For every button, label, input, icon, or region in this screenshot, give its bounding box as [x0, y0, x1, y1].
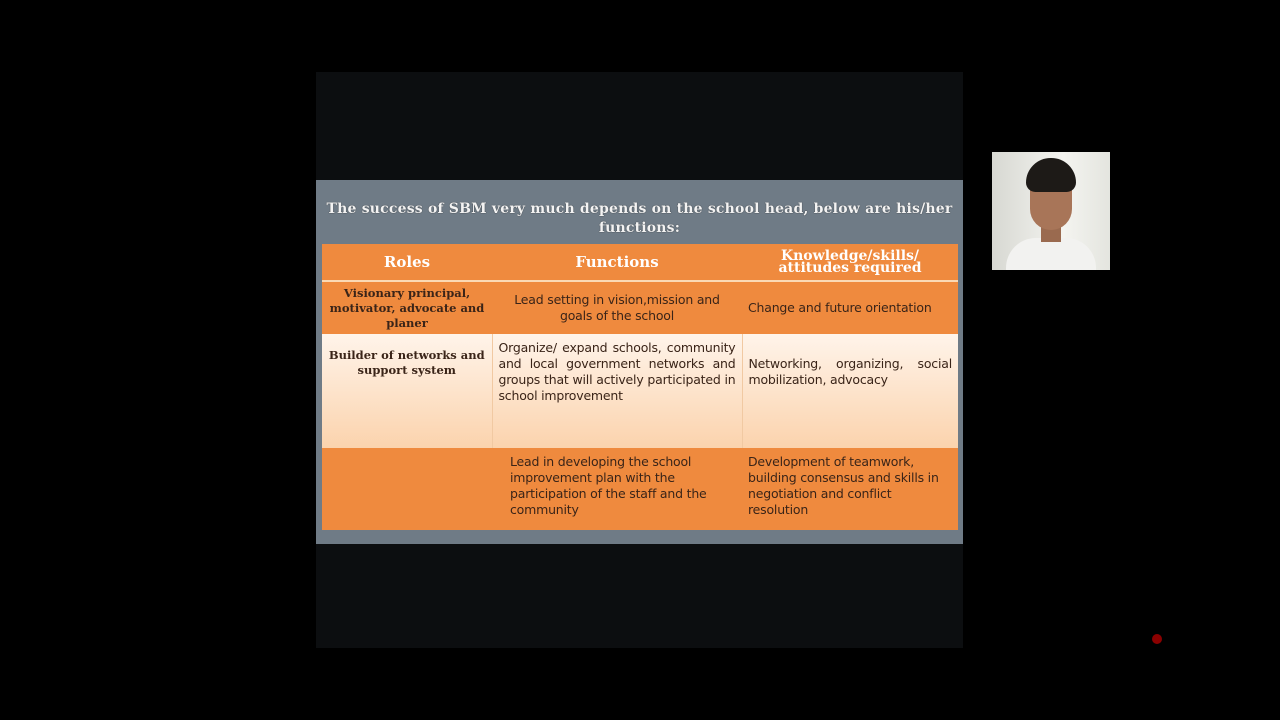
role-cell: Builder of networks and support system [322, 334, 492, 448]
function-cell: Lead in developing the school improvement plan with the participation of the staff and the community [492, 448, 742, 530]
header-knowledge [742, 244, 958, 281]
slide-title [316, 200, 963, 238]
slide-title-line-2: functions: [598, 220, 681, 236]
knowledge-cell: Development of teamwork, building consensus and skills in negotiation and conflict resolution [742, 448, 958, 530]
table-row [322, 448, 958, 530]
presenter-shirt [1006, 238, 1096, 270]
table-row [322, 281, 958, 334]
recording-indicator-icon [1152, 634, 1162, 644]
knowledge-cell: Change and future orientation [742, 281, 958, 334]
header-roles: Roles [322, 244, 492, 281]
slide-title-line-1: The success of SBM very much depends on the school head, below are his/her [326, 201, 953, 217]
header-functions: Functions [492, 244, 742, 281]
function-cell: Lead setting in vision,mission and goals of the school [492, 281, 742, 334]
table-header-row [322, 244, 958, 281]
header-knowledge-line-1: Knowledge/skills/ [780, 248, 920, 264]
presenter-webcam-thumbnail [992, 152, 1110, 270]
role-cell [322, 448, 492, 530]
function-cell: Organize/ expand schools, community and local government networks and groups that will actively participated in school improvement [492, 334, 742, 448]
knowledge-cell: Networking, organizing, social mobilization, advocacy [742, 334, 958, 448]
table-row [322, 334, 958, 448]
header-knowledge-line-2: attitudes required [778, 260, 922, 276]
role-cell: Visionary principal, motivator, advocate and planer [322, 281, 492, 334]
roles-functions-table [322, 244, 958, 530]
presentation-slide [316, 180, 963, 544]
